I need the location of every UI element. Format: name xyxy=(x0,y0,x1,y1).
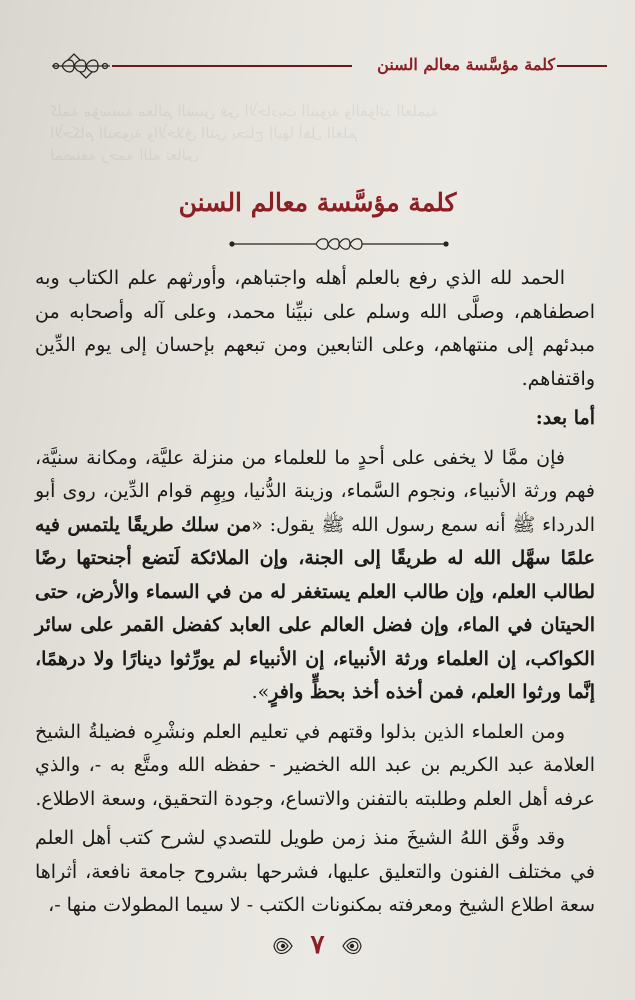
paragraph-explanations: وقد وفَّق اللهُ الشيخَ منذ زمن طويل للتصدي لشرح كتب أهل العلم في مختلف الفنون والتعليق عليها، فشرحها بشروح جامعة نافعة، أثراها سعة اطلاع الشيخ ومعرفته بمكنونات الكتب - لا سيما المطولات منها -، xyxy=(35,827,595,916)
bleed-line: كلمة مؤسسة معالم السنن في الأحاديث النبوية والفوائد العلمية xyxy=(50,102,439,120)
paragraph-hadith xyxy=(35,442,595,710)
page-number: ٧ xyxy=(310,930,325,960)
page-title: كلمة مؤسَّسة معالم السنن xyxy=(178,188,457,217)
amma-bad-heading: أما بعد: xyxy=(535,407,595,429)
bleed-through-text xyxy=(50,100,590,166)
bleed-line: الأحكام النحوية والأخلاق التي يحتاج إليها أهل العلم xyxy=(50,124,358,142)
footer-ornament-left-icon xyxy=(270,932,296,960)
hadith-end: ». xyxy=(251,681,270,703)
header-ornament-icon xyxy=(50,52,112,80)
title-ornament-icon xyxy=(228,234,450,254)
page-footer xyxy=(270,926,365,966)
header-rule-long xyxy=(112,65,352,67)
body-text xyxy=(35,262,595,923)
paragraph-sheikh: ومن العلماء الذين بذلوا وقتهم في تعليم العلم ونشْرِه فضيلةُ الشيخ العلامة عبد الكريم بن عبد الله الخضير - حفظه الله ومتَّع به -، والذي عرفه أهل العلم وطلبته بالتفنن والاتساع، وجودة التحقيق، وسعة الاطلاع. xyxy=(35,720,595,810)
hadith-intro: فإن ممَّا لا يخفى على أحدٍ ما للعلماء من منزلة عليَّة، ومكانة سنيَّة، فهم ورثة الأنبياء، ونجوم السَّماء، وزينة الدُّنيا، وبِهِم قوام الدِّين، روى أبو الدرداء ﷺ أنه سمع رسول الله ﷺ يقول: « xyxy=(35,446,596,536)
running-title: كلمة مؤسَّسة معالم السنن xyxy=(377,55,555,74)
running-header xyxy=(30,50,607,90)
paragraph-opening: الحمد لله الذي رفع بالعلم أهله واجتباهم، وأورثهم علم الكتاب وبه اصطفاهم، وصلَّى الله وسلم على نبيِّنا محمد، وعلى آله وأصحابه من مبدئهم إلى منتهاهم، وعلى التابعين ومن تبعهم بإحسان إلى يوم الدِّين واقتفاهم. xyxy=(35,267,595,390)
bleed-line: لمصنفه رحمه الله تعالى xyxy=(50,146,199,164)
header-rule-short xyxy=(557,65,607,67)
hadith-text: من سلك طريقًا يلتمس فيه علمًا سهَّل الله له طريقًا إلى الجنة، وإن الملائكة لَتضع أجنحتها رضًا لطالب العلم، وإن طالب العلم يستغفر له من في السماء والأرض، حتى الحيتان في الماء، وإن فضل العالم على العابد كفضل القمر على سائر الكواكب، إن العلماء ورثة الأنبياء، إن الأنبياء لم يورِّثوا دينارًا ولا درهمًا، إنَّما ورثوا العلم، فمن أخذه أخذ بحظٍّ وافرٍ xyxy=(35,513,595,703)
